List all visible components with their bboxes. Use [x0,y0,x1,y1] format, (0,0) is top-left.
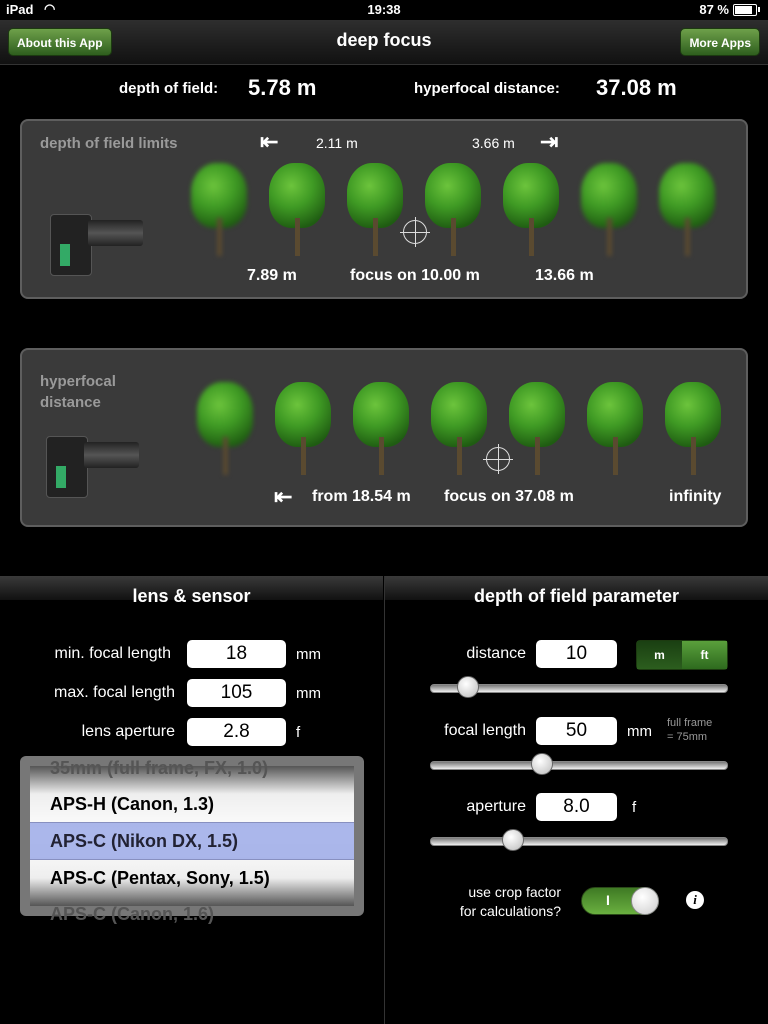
full-frame-note: full frame [667,717,713,729]
tree-icon [344,163,406,258]
tree-icon [188,163,250,258]
hyperfocal-value: 37.08 m [596,75,677,100]
device-name: iPad [6,2,34,17]
status-bar [0,0,768,20]
hyperfocal-label: hyperfocal distance: [414,80,560,97]
tree-icon [194,382,256,477]
near-limit-arrow-icon: ⇤ [260,129,279,154]
lens-aperture-label: lens aperture [81,723,175,740]
tree-icon [266,163,328,258]
hyperfocal-from-value: from 18.54 m [312,488,411,505]
distance-label: distance [466,645,526,662]
hyperfocal-panel-title-line1: hyperfocal [40,373,116,390]
sensor-picker[interactable] [20,756,364,924]
wifi-icon: ◠ [44,1,56,16]
unit-meters-button[interactable]: m [637,641,682,669]
focal-length-slider-knob[interactable] [531,753,553,775]
picker-option[interactable]: APS-C (Pentax, Sony, 1.5) [50,868,270,888]
lens-aperture-field[interactable]: 2.8 [187,718,286,746]
tree-icon [662,382,724,477]
aperture-label: aperture [466,798,526,815]
lens-sensor-header: lens & sensor [0,576,383,600]
tree-icon [272,382,334,477]
page-title: deep focus [336,30,432,50]
nav-bar [0,20,768,65]
camera-icon [50,206,145,276]
dof-panel-title: depth of field limits [40,135,178,152]
battery-percent: 87 % [699,2,729,17]
battery-icon [733,4,757,16]
lens-aperture-unit: f [296,724,301,741]
aperture-unit: f [632,799,637,816]
aperture-slider[interactable] [430,837,728,846]
about-app-button[interactable]: About this App [8,28,112,56]
crop-factor-label-line2: for calculations? [459,903,561,919]
aperture-slider-knob[interactable] [502,829,524,851]
focal-length-slider[interactable] [430,761,728,770]
max-focal-unit: mm [296,685,321,702]
dof-label: depth of field: [119,80,219,97]
picker-option[interactable]: APS-H (Canon, 1.3) [50,794,215,814]
dof-limits-panel [20,119,748,299]
max-focal-label: max. focal length [54,684,175,701]
hyperfocal-focus-value: focus on 37.08 m [444,488,574,505]
focal-length-unit: mm [627,723,652,740]
dof-parameter-header: depth of field parameter [385,576,768,600]
tree-icon [656,163,718,258]
distance-field[interactable]: 10 [536,640,617,668]
near-limit-value: 7.89 m [247,267,297,284]
status-time: 19:38 [367,2,401,17]
toggle-knob[interactable] [631,887,659,915]
focal-length-label: focal length [444,722,526,739]
far-span: 3.66 m [472,135,515,151]
hyperfocal-panel-title-line2: distance [40,394,101,411]
section-divider [384,576,385,1024]
tree-icon [500,163,562,258]
picker-option[interactable]: 35mm (full frame, FX, 1.0) [50,758,269,778]
focal-length-field[interactable]: 50 [536,717,617,745]
far-limit-value: 13.66 m [535,267,594,284]
crop-factor-toggle[interactable]: I [581,887,659,915]
unit-toggle[interactable] [636,640,728,670]
distance-slider-knob[interactable] [457,676,479,698]
camera-icon [46,428,141,498]
unit-feet-button[interactable]: ft [682,641,727,669]
full-frame-equivalent: = 75mm [667,731,708,743]
tree-icon [428,382,490,477]
dof-focus-value: focus on 10.00 m [350,267,480,284]
near-span: 2.11 m [316,135,358,151]
info-icon[interactable]: i [686,891,704,909]
focus-crosshair-icon [403,220,427,244]
max-focal-field[interactable]: 105 [187,679,286,707]
tree-icon [584,382,646,477]
tree-icon [350,382,412,477]
far-limit-arrow-icon: ⇥ [540,129,559,154]
tree-icon [422,163,484,258]
min-focal-label: min. focal length [54,645,171,662]
tree-icon [506,382,568,477]
tree-icon [578,163,640,258]
hyperfocal-to-value: infinity [669,488,722,505]
picker-option[interactable]: APS-C (Canon, 1.6) [50,904,215,924]
min-focal-unit: mm [296,646,321,663]
dof-value: 5.78 m [248,75,317,100]
min-focal-field[interactable]: 18 [187,640,286,668]
picker-option-selected[interactable]: APS-C (Nikon DX, 1.5) [30,822,354,860]
focus-crosshair-icon [486,447,510,471]
crop-factor-label-line1: use crop factor [468,884,561,900]
hyperfocal-panel [20,348,748,527]
from-arrow-icon: ⇤ [274,484,293,509]
more-apps-button[interactable]: More Apps [680,28,760,56]
aperture-field[interactable]: 8.0 [536,793,617,821]
